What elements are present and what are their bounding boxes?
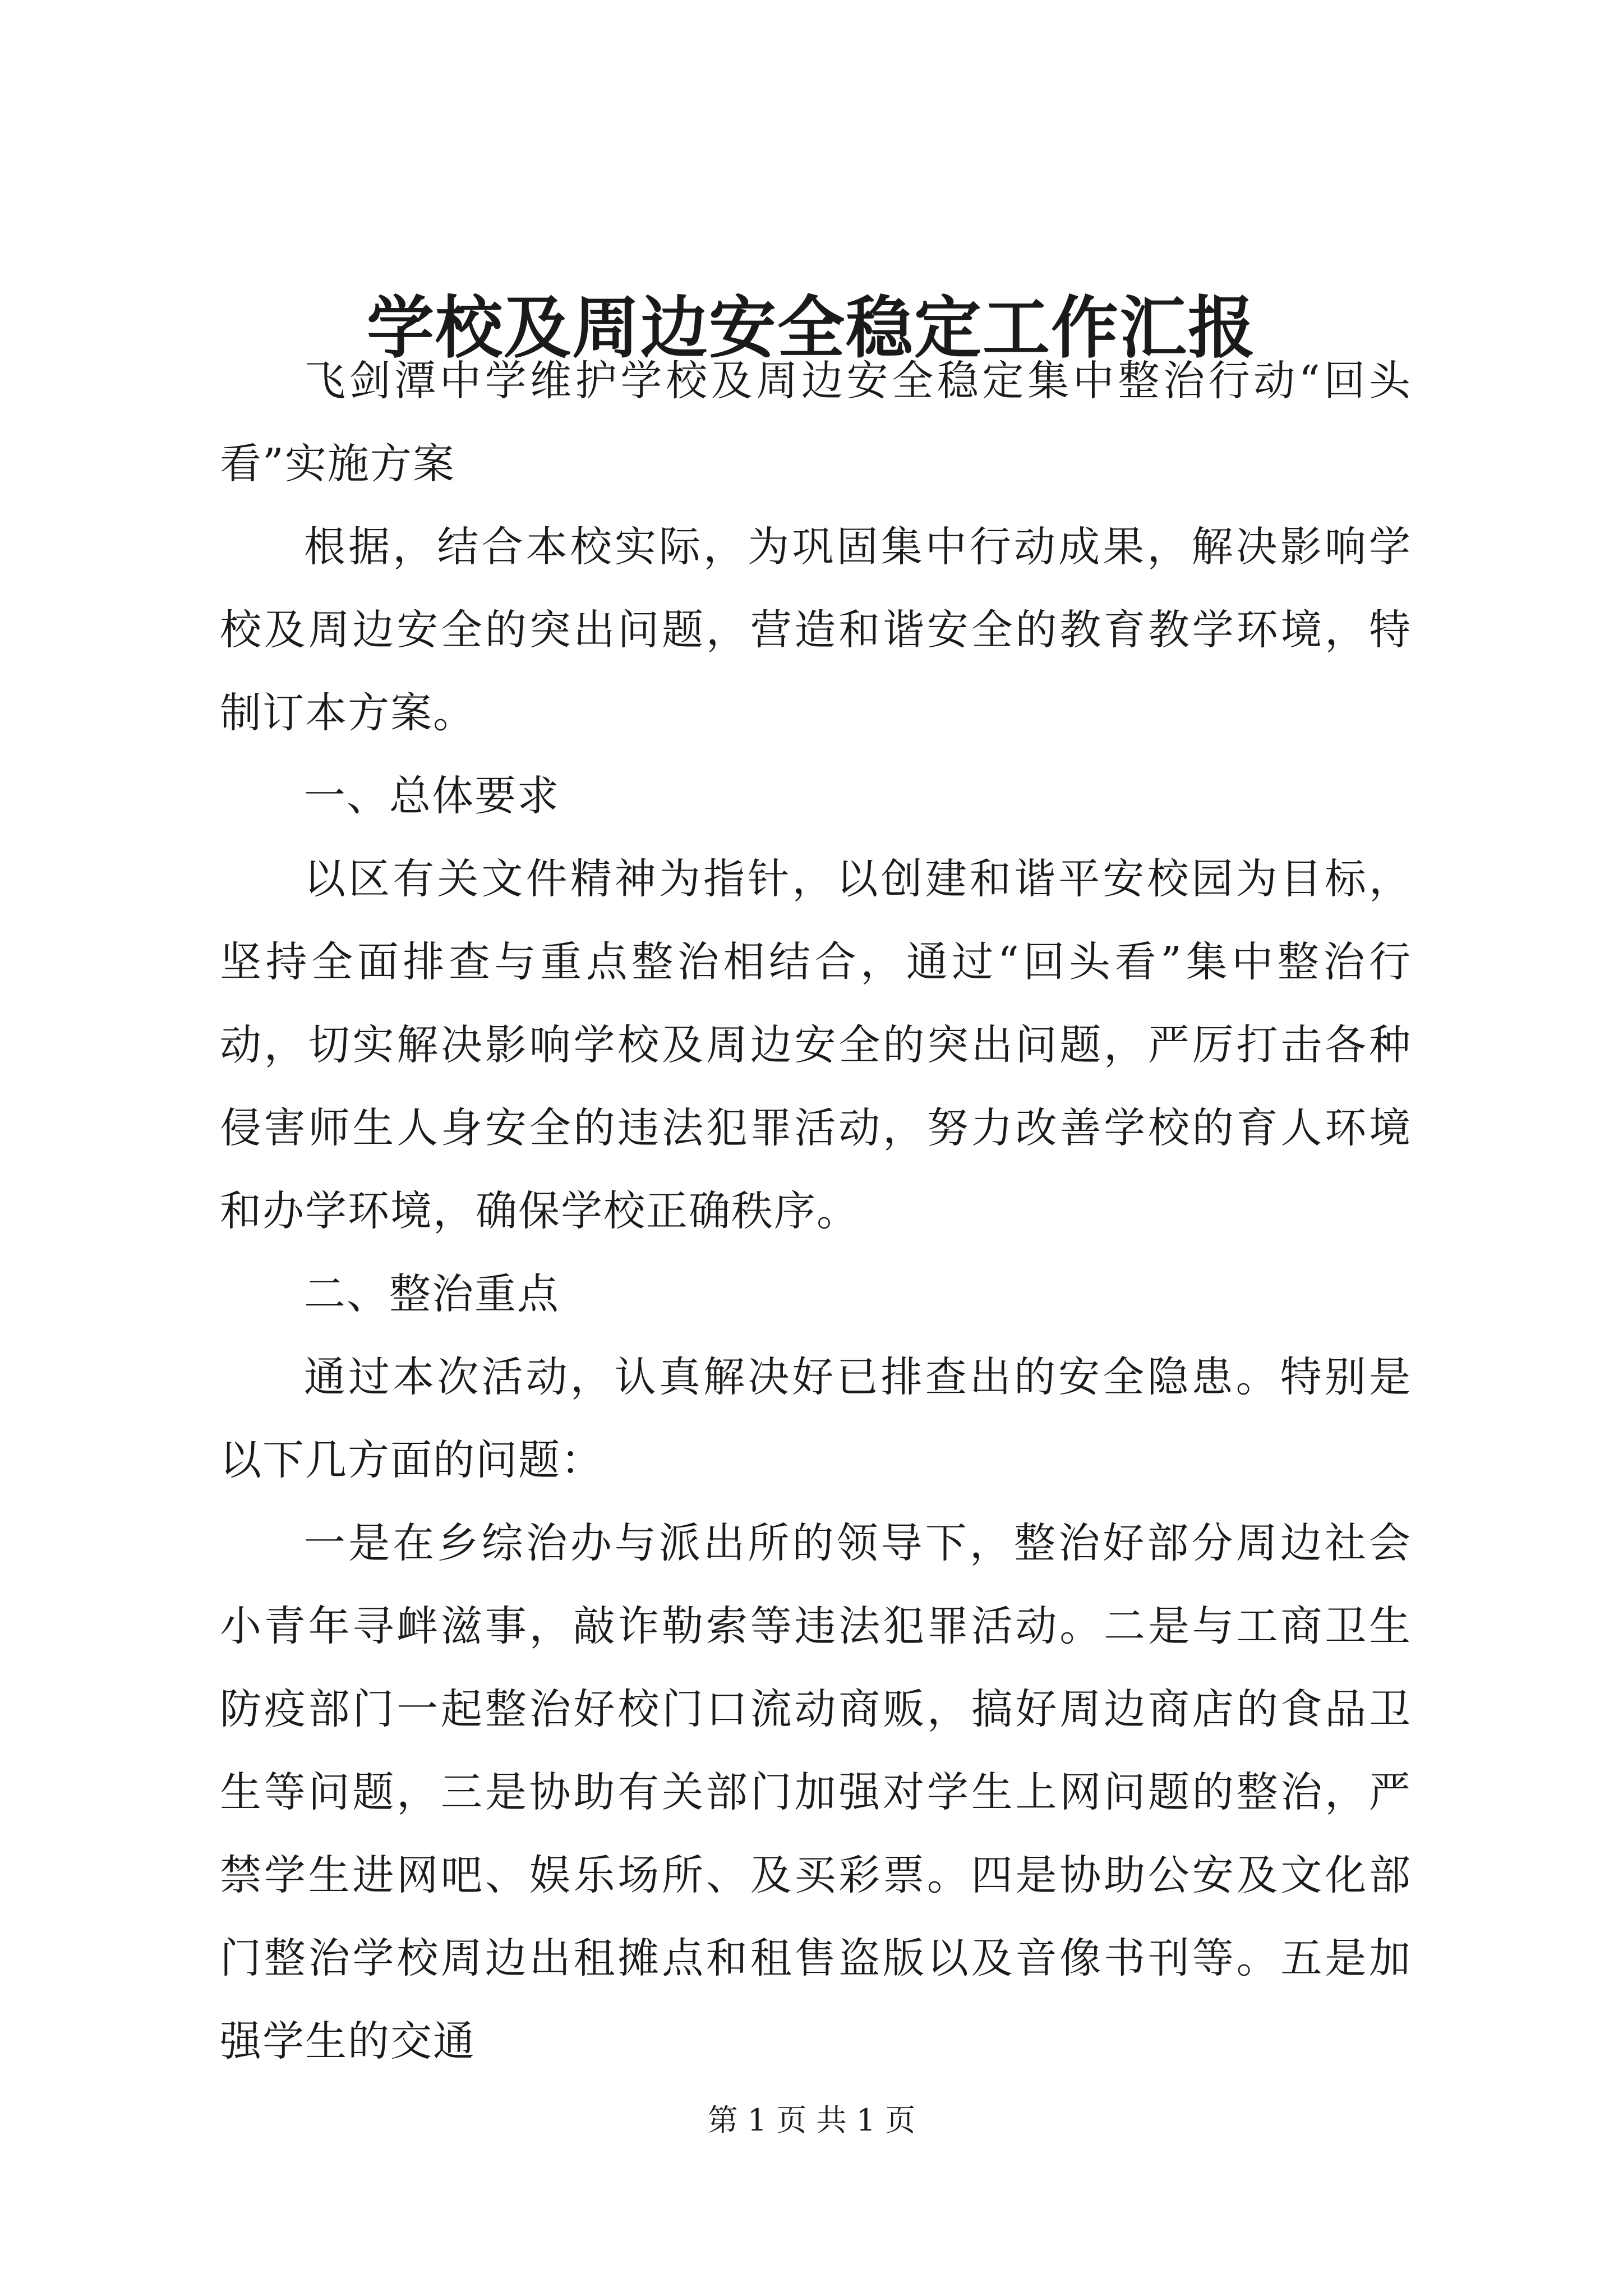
heading-general-requirements: 一、总体要求 [304,772,560,820]
paragraph-key-points-detail: 一是在乡综治办与派出所的领导下，整治好部分周边社会小青年寻衅滋事，敲诈勒索等违法犯罪活动。二是与工商卫生防疫部门一起整治好校门口流动商贩，搞好周边商店的食品卫生等问题，三是协助有关部门加强对学生上网问题的整治，严禁学生进网吧、娱乐场所、及买彩票。四是协助公安及文化部门整治学校周边出租摊点和租售盗版以及音像书刊等。五是加强学生的交通 [220,1519,1412,2065]
document-body [220,339,1412,2083]
heading-key-points: 二、整治重点 [304,1270,560,1318]
page-footer: 第 1 页 共 1 页 [707,2102,916,2138]
paragraph-plan-title: 飞剑潭中学维护学校及周边安全稳定集中整治行动“回头看”实施方案 [220,357,1412,488]
paragraph-general-requirements: 以区有关文件精神为指针，以创建和谐平安校园为目标，坚持全面排查与重点整治相结合，通过“回头看”集中整治行动，切实解决影响学校及周边安全的突出问题，严厉打击各种侵害师生人身安全的违法犯罪活动，努力改善学校的育人环境和办学环境，确保学校正确秩序。 [220,855,1412,1235]
document-title: 学校及周边安全稳定工作汇报 [367,288,1256,367]
paragraph-intro: 根据，结合本校实际，为巩固集中行动成果，解决影响学校及周边安全的突出问题，营造和谐安全的教育教学环境，特制订本方案。 [220,523,1412,737]
paragraph-key-points-intro: 通过本次活动，认真解决好已排查出的安全隐患。特别是以下几方面的问题： [220,1353,1412,1484]
